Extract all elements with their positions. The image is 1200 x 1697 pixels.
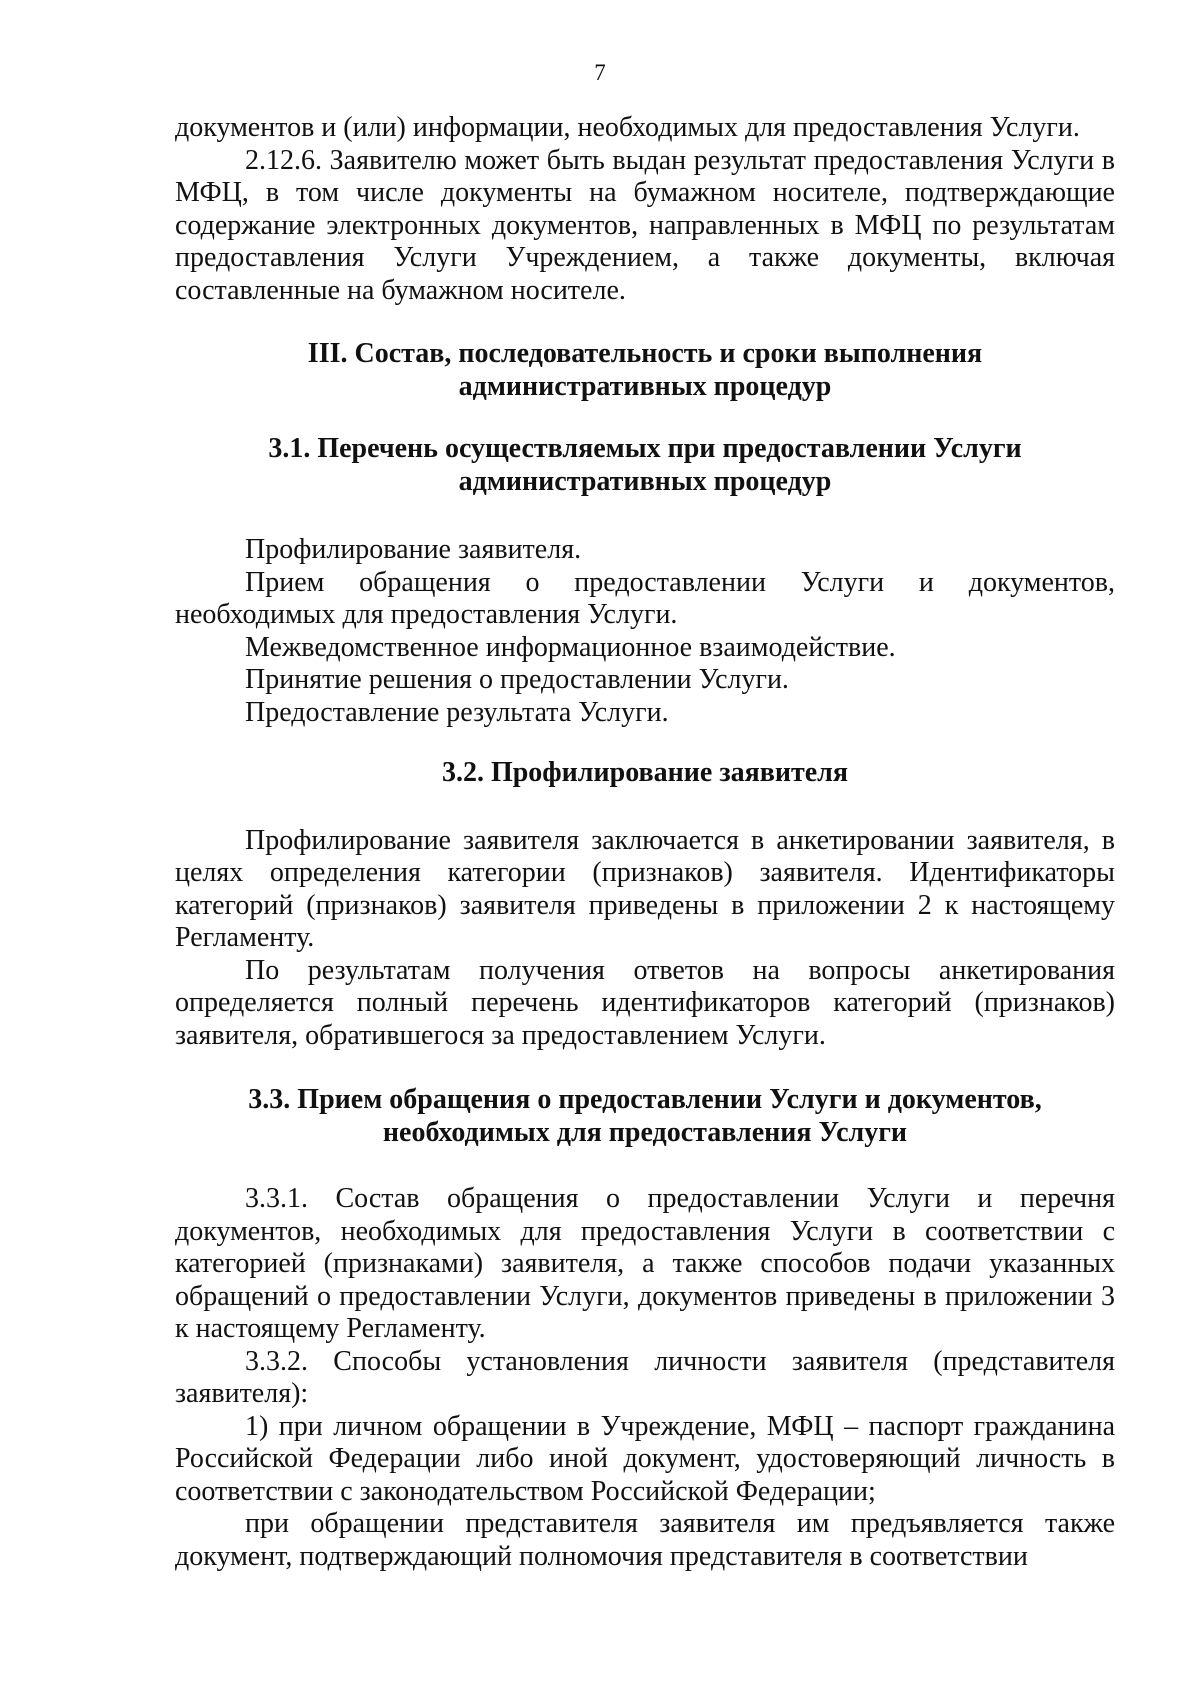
paragraph: Профилирование заявителя заключается в анкетировании заявителя, в целях определения категории (признаков) заявителя. Идентификаторы категорий (признаков) заявителя приведены в приложении 2 к настоящему Регламенту.	[175, 824, 1115, 953]
paragraph: Принятие решения о предоставлении Услуги.	[245, 664, 789, 695]
page-number: 7	[594, 60, 606, 85]
paragraph: По результатам получения ответов на вопросы анкетирования определяется полный перечень идентификаторов категорий (признаков) заявителя, обратившегося за предоставлением Услуги.	[175, 954, 1115, 1051]
heading-line: 3.2. Профилирование заявителя	[441, 757, 849, 788]
heading-line: необходимых для предоставления Услуги	[382, 1116, 908, 1148]
section-heading	[175, 338, 1115, 403]
paragraph: 1) при личном обращении в Учреждение, МФЦ – паспорт гражданина Российской Федерации либо иной документ, удостоверяющий личность в соответствии с законодательством Российской Федерации;	[175, 1410, 1115, 1507]
paragraph: Прием обращения о предоставлении Услуги и документов, необходимых для предоставления Услуги.	[175, 566, 1115, 630]
heading-line: административных процедур	[458, 465, 832, 497]
subsection-heading	[175, 433, 1115, 498]
heading-line: III. Состав, последовательность и сроки выполнения	[307, 338, 983, 369]
paragraph: Профилирование заявителя.	[245, 534, 582, 565]
paragraph: 2.12.6. Заявителю может быть выдан результат предоставления Услуги в МФЦ, в том числе документы на бумажном носителе, подтверждающие содержание электронных документов, направленных в МФЦ по результатам предоставления Услуги Учреждением, а также документы, включая составленные на бумажном носителе.	[175, 144, 1115, 306]
paragraph: документов и (или) информации, необходимых для предоставления Услуги.	[175, 112, 1080, 143]
paragraph: 3.3.2. Способы установления личности заявителя (представителя заявителя):	[175, 1345, 1115, 1409]
heading-line: 3.3. Прием обращения о предоставлении Услуги и документов,	[248, 1084, 1042, 1115]
subsection-heading	[175, 1084, 1115, 1149]
paragraph: Межведомственное информационное взаимодействие.	[245, 631, 896, 663]
page-content	[175, 112, 1115, 1573]
subsection-heading	[175, 757, 1115, 790]
paragraph: Предоставление результата Услуги.	[245, 696, 669, 728]
heading-line: 3.1. Перечень осуществляемых при предоставлении Услуги	[268, 433, 1022, 464]
paragraph: 3.3.1. Состав обращения о предоставлении Услуги и перечня документов, необходимых для предоставления Услуги в соответствии с категорией (признаками) заявителя, а также способов подачи указанных обращений о предоставлении Услуги, документов приведены в приложении 3 к настоящему Регламенту.	[175, 1183, 1115, 1344]
paragraph: при обращении представителя заявителя им предъявляется также документ, подтверждающий полномочия представителя в соответствии	[175, 1508, 1115, 1572]
heading-line: административных процедур	[458, 370, 832, 402]
